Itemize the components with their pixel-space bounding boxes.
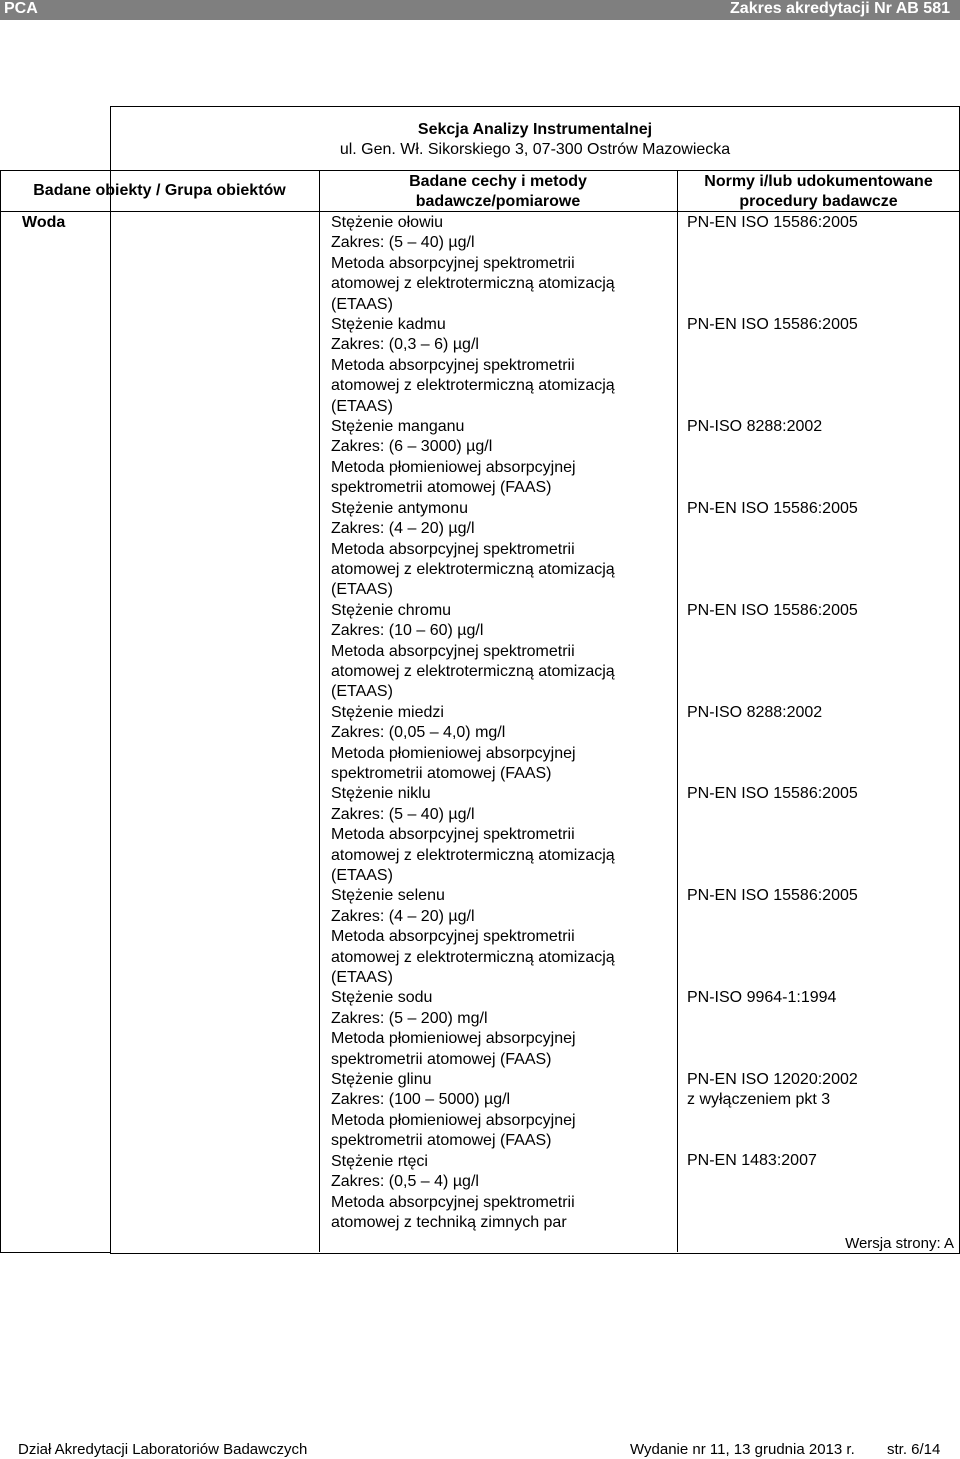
parameter-name: Stężenie kadmu: [331, 316, 446, 334]
parameter-name: Stężenie rtęci: [331, 1152, 428, 1170]
header-norms-line1: Normy i/lub udokumentowane: [704, 173, 933, 190]
measurement-range: Zakres: (0,3 – 6) µg/l: [331, 336, 479, 354]
method-description: spektrometrii atomowej (FAAS): [331, 764, 552, 782]
table-bottom-border: [0, 1252, 110, 1253]
header-methods-line2: badawcze/pomiarowe: [415, 193, 581, 210]
method-entry: [331, 1152, 676, 1234]
method-description: spektrometrii atomowej (FAAS): [331, 1132, 552, 1150]
method-description: Metoda absorpcyjnej spektrometrii: [331, 1193, 575, 1211]
method-entry: [331, 213, 676, 315]
method-description: Metoda absorpcyjnej spektrometrii: [331, 826, 575, 844]
method-description: (ETAAS): [331, 295, 393, 313]
org-name: PCA: [4, 0, 38, 17]
header-norms-line2: procedury badawcze: [739, 193, 898, 210]
footer-department: Dział Akredytacji Laboratoriów Badawczych: [18, 1441, 308, 1458]
norm-reference: PN-EN ISO 15586:2005: [687, 887, 858, 905]
method-description: Metoda absorpcyjnej spektrometrii: [331, 540, 575, 558]
method-description: Metoda płomieniowej absorpcyjnej: [331, 458, 576, 476]
header-objects: Badane obiekty / Grupa obiektów: [33, 182, 286, 199]
norm-reference: PN-EN ISO 15586:2005: [687, 499, 858, 517]
norm-reference: PN-EN ISO 15586:2005: [687, 316, 858, 333]
method-description: Metoda płomieniowej absorpcyjnej: [331, 1111, 576, 1129]
object-group: Woda: [22, 214, 66, 231]
column-divider-2: [677, 170, 678, 1252]
measurement-range: Zakres: (0,05 – 4,0) mg/l: [331, 724, 506, 742]
parameter-name: Stężenie antymonu: [331, 499, 468, 517]
method-description: (ETAAS): [331, 581, 393, 599]
method-entry: [331, 988, 676, 1070]
page-header-bar: [0, 0, 960, 20]
norm-reference: PN-EN ISO 15586:2005: [687, 785, 858, 803]
norm-reference: z wyłączeniem pkt 3: [687, 1091, 831, 1109]
method-description: spektrometrii atomowej (FAAS): [331, 1050, 552, 1068]
method-entry: [331, 601, 676, 703]
parameter-name: Stężenie miedzi: [331, 703, 444, 721]
method-description: (ETAAS): [331, 867, 393, 884]
parameter-name: Stężenie chromu: [331, 601, 452, 619]
measurement-range: Zakres: (4 – 20) µg/l: [331, 520, 475, 538]
norm-reference: PN-EN ISO 15586:2005: [687, 601, 858, 619]
parameter-name: Stężenie glinu: [331, 1071, 432, 1089]
norm-reference: PN-EN ISO 12020:2002: [687, 1070, 858, 1088]
method-description: (ETAAS): [331, 397, 393, 415]
parameter-name: Stężenie niklu: [331, 785, 431, 803]
method-description: Metoda absorpcyjnej spektrometrii: [331, 356, 575, 374]
section-name: Sekcja Analizy Instrumentalnej: [417, 121, 653, 138]
norm-reference: PN-ISO 8288:2002: [687, 418, 823, 435]
measurement-range: Zakres: (0,5 – 4) µg/l: [331, 1173, 479, 1191]
method-entry: [331, 1070, 676, 1152]
method-description: atomowej z elektrotermiczną atomizacją: [331, 560, 615, 578]
page-version: Wersja strony: A: [845, 1235, 954, 1252]
norm-reference: PN-ISO 8288:2002: [687, 703, 823, 721]
measurement-range: Zakres: (5 – 200) mg/l: [331, 1009, 488, 1027]
method-description: atomowej z elektrotermiczną atomizacją: [331, 377, 615, 395]
method-description: Metoda absorpcyjnej spektrometrii: [331, 642, 575, 660]
method-description: Metoda absorpcyjnej spektrometrii: [331, 254, 575, 272]
table-left-border: [0, 170, 1, 1252]
column-divider-1: [319, 170, 320, 1252]
norm-reference: PN-EN 1483:2007: [687, 1152, 817, 1170]
measurement-range: Zakres: (10 – 60) µg/l: [331, 622, 484, 640]
parameter-name: Stężenie sodu: [331, 989, 433, 1007]
footer-page-number: str. 6/14: [887, 1441, 941, 1458]
method-entry: [331, 417, 676, 499]
header-methods-line1: Badane cechy i metody: [409, 173, 587, 190]
method-description: Metoda płomieniowej absorpcyjnej: [331, 1030, 576, 1048]
method-description: Metoda absorpcyjnej spektrometrii: [331, 928, 575, 946]
method-description: atomowej z elektrotermiczną atomizacją: [331, 662, 615, 680]
measurement-range: Zakres: (5 – 40) µg/l: [331, 234, 475, 252]
method-entry: [331, 784, 676, 886]
header-methods: [319, 172, 677, 212]
method-entry: [331, 886, 676, 988]
measurement-range: Zakres: (6 – 3000) µg/l: [331, 438, 493, 456]
header-norms: [677, 172, 960, 212]
method-description: (ETAAS): [331, 969, 393, 987]
measurement-range: Zakres: (4 – 20) µg/l: [331, 907, 475, 925]
section-address: ul. Gen. Wł. Sikorskiego 3, 07-300 Ostrów Mazowiecka: [339, 141, 731, 158]
measurement-range: Zakres: (5 – 40) µg/l: [331, 805, 475, 823]
parameter-name: Stężenie ołowiu: [331, 214, 444, 231]
table-top-border: [0, 170, 960, 171]
method-description: atomowej z elektrotermiczną atomizacją: [331, 846, 615, 864]
method-description: atomowej z elektrotermiczną atomizacją: [331, 275, 615, 293]
footer-edition: Wydanie nr 11, 13 grudnia 2013 r.: [630, 1441, 855, 1458]
method-description: atomowej z elektrotermiczną atomizacją: [331, 948, 615, 966]
method-description: atomowej z techniką zimnych par: [331, 1213, 567, 1231]
norm-reference: PN-EN ISO 15586:2005: [687, 214, 858, 231]
method-entry: [331, 703, 676, 785]
method-description: Metoda płomieniowej absorpcyjnej: [331, 744, 576, 762]
parameter-name: Stężenie manganu: [331, 418, 465, 436]
method-description: (ETAAS): [331, 683, 393, 701]
section-heading: [110, 120, 960, 160]
document-title: Zakres akredytacji Nr AB 581: [730, 0, 950, 17]
method-entry: [331, 499, 676, 601]
methods-column: [331, 213, 676, 1233]
measurement-range: Zakres: (100 – 5000) µg/l: [331, 1091, 511, 1109]
method-entry: [331, 315, 676, 417]
norm-reference: PN-ISO 9964-1:1994: [687, 989, 837, 1007]
method-description: spektrometrii atomowej (FAAS): [331, 479, 552, 497]
parameter-name: Stężenie selenu: [331, 887, 445, 905]
